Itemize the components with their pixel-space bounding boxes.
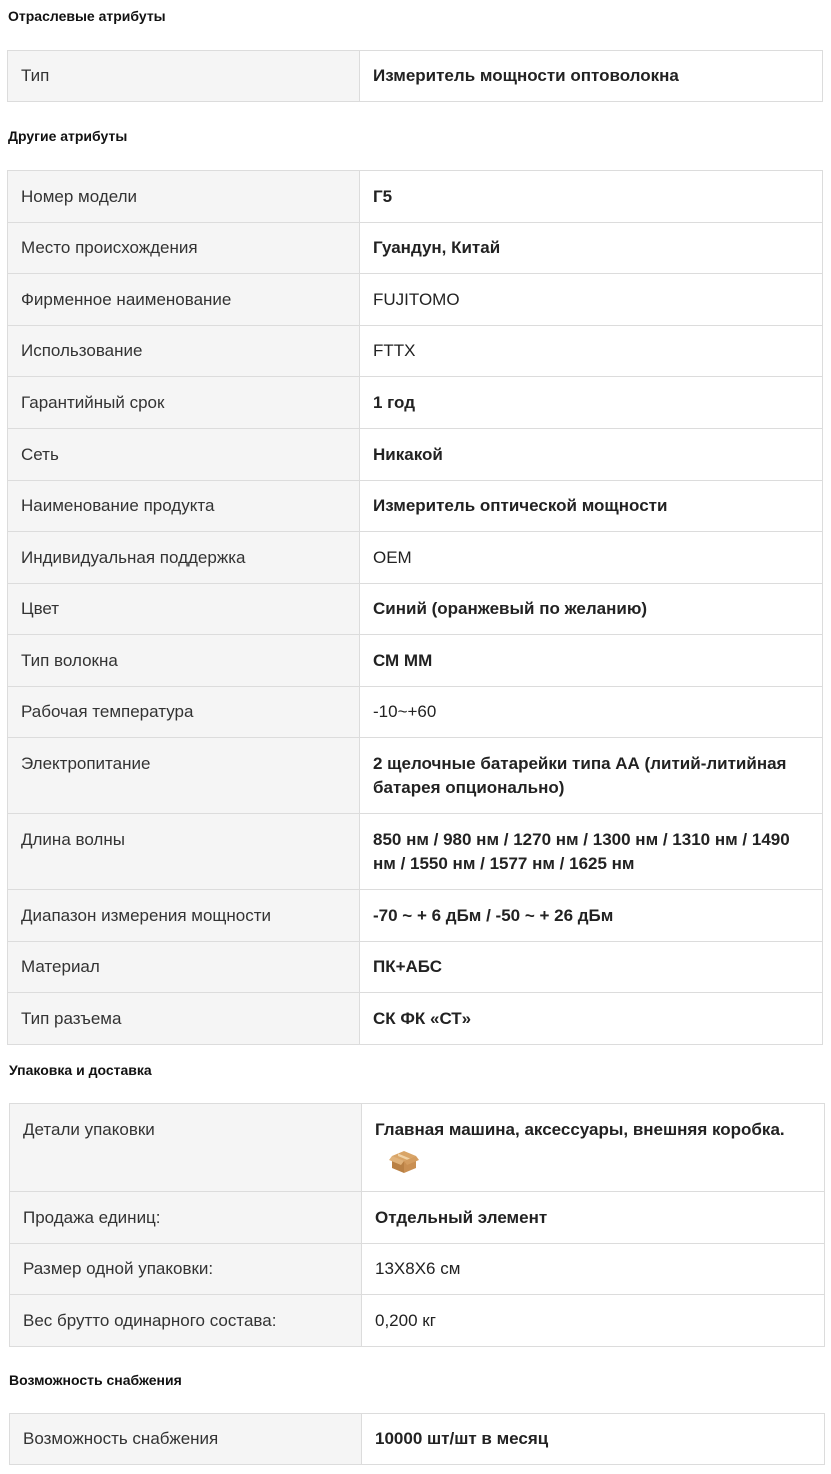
table-row (8, 171, 823, 223)
attr-key: Электропитание (8, 738, 360, 814)
attr-key: Гарантийный срок (8, 377, 360, 429)
attr-key: Возможность снабжения (10, 1414, 362, 1465)
attr-value: -70 ~ + 6 дБм / -50 ~ + 26 дБм (360, 890, 823, 942)
table-row (8, 993, 823, 1045)
attr-value: Измеритель оптической мощности (360, 481, 823, 532)
attr-value: ПК+АБС (360, 942, 823, 993)
table-row (10, 1192, 825, 1244)
table-row (8, 687, 823, 738)
attr-value: 2 щелочные батарейки типа АА (литий-литийная батарея опционально) (360, 738, 823, 814)
attr-key: Цвет (8, 584, 360, 635)
attr-value: FUJITOMO (360, 274, 823, 326)
packaging-delivery-table (9, 1103, 825, 1347)
attr-key: Номер модели (8, 171, 360, 223)
attr-value: Отдельный элемент (362, 1192, 825, 1244)
other-attributes-table (7, 170, 823, 1045)
attr-value: 0,200 кг (362, 1295, 825, 1347)
table-row (10, 1414, 825, 1465)
attr-value: FTTX (360, 326, 823, 377)
attr-value: Никакой (360, 429, 823, 481)
attr-value: 10000 шт/шт в месяц (362, 1414, 825, 1465)
attr-key: Наименование продукта (8, 481, 360, 532)
attr-value: OEM (360, 532, 823, 584)
attr-key: Тип разъема (8, 993, 360, 1045)
table-row (10, 1104, 825, 1192)
attr-value: СМ ММ (360, 635, 823, 687)
attr-key: Вес брутто одинарного состава: (10, 1295, 362, 1347)
supply-ability-table (9, 1413, 825, 1465)
attr-key: Использование (8, 326, 360, 377)
attr-key: Индивидуальная поддержка (8, 532, 360, 584)
attr-value-cell (362, 1104, 825, 1192)
attr-value: 1 год (360, 377, 823, 429)
attr-value: Главная машина, аксессуары, внешняя коробка. (375, 1120, 785, 1139)
table-row (8, 481, 823, 532)
attr-value: 850 нм / 980 нм / 1270 нм / 1300 нм / 1310 нм / 1490 нм / 1550 нм / 1577 нм / 1625 нм (360, 814, 823, 890)
attr-key: Длина волны (8, 814, 360, 890)
section-title-other-attributes: Другие атрибуты (8, 128, 128, 144)
table-row (8, 429, 823, 481)
table-row (8, 942, 823, 993)
attr-value: СК ФК «СТ» (360, 993, 823, 1045)
table-row (8, 377, 823, 429)
table-row (8, 890, 823, 942)
attr-value: Г5 (360, 171, 823, 223)
attr-value: 13X8X6 см (362, 1244, 825, 1295)
table-row (8, 738, 823, 814)
attr-key: Материал (8, 942, 360, 993)
attr-key: Сеть (8, 429, 360, 481)
section-title-supply-ability: Возможность снабжения (9, 1372, 182, 1388)
attr-key: Фирменное наименование (8, 274, 360, 326)
table-row (8, 532, 823, 584)
attr-key: Рабочая температура (8, 687, 360, 738)
table-row (8, 223, 823, 274)
table-row (10, 1244, 825, 1295)
table-row (8, 635, 823, 687)
attr-key: Диапазон измерения мощности (8, 890, 360, 942)
table-row (8, 326, 823, 377)
attr-key: Размер одной упаковки: (10, 1244, 362, 1295)
attr-key: Тип волокна (8, 635, 360, 687)
industry-attributes-table (7, 50, 823, 102)
attr-key: Место происхождения (8, 223, 360, 274)
table-row (8, 814, 823, 890)
table-row (8, 274, 823, 326)
attr-key: Детали упаковки (10, 1104, 362, 1192)
table-row (8, 584, 823, 635)
table-row (10, 1295, 825, 1347)
attr-key: Тип (8, 51, 360, 102)
attr-value: Гуандун, Китай (360, 223, 823, 274)
attr-value: Синий (оранжевый по желанию) (360, 584, 823, 635)
attr-value: -10~+60 (360, 687, 823, 738)
attr-key: Продажа единиц: (10, 1192, 362, 1244)
attr-value: Измеритель мощности оптоволокна (360, 51, 823, 102)
table-row (8, 51, 823, 102)
cardboard-box-icon (389, 1148, 811, 1181)
section-title-industry-attributes: Отраслевые атрибуты (8, 8, 166, 24)
section-title-packaging-delivery: Упаковка и доставка (9, 1062, 152, 1078)
